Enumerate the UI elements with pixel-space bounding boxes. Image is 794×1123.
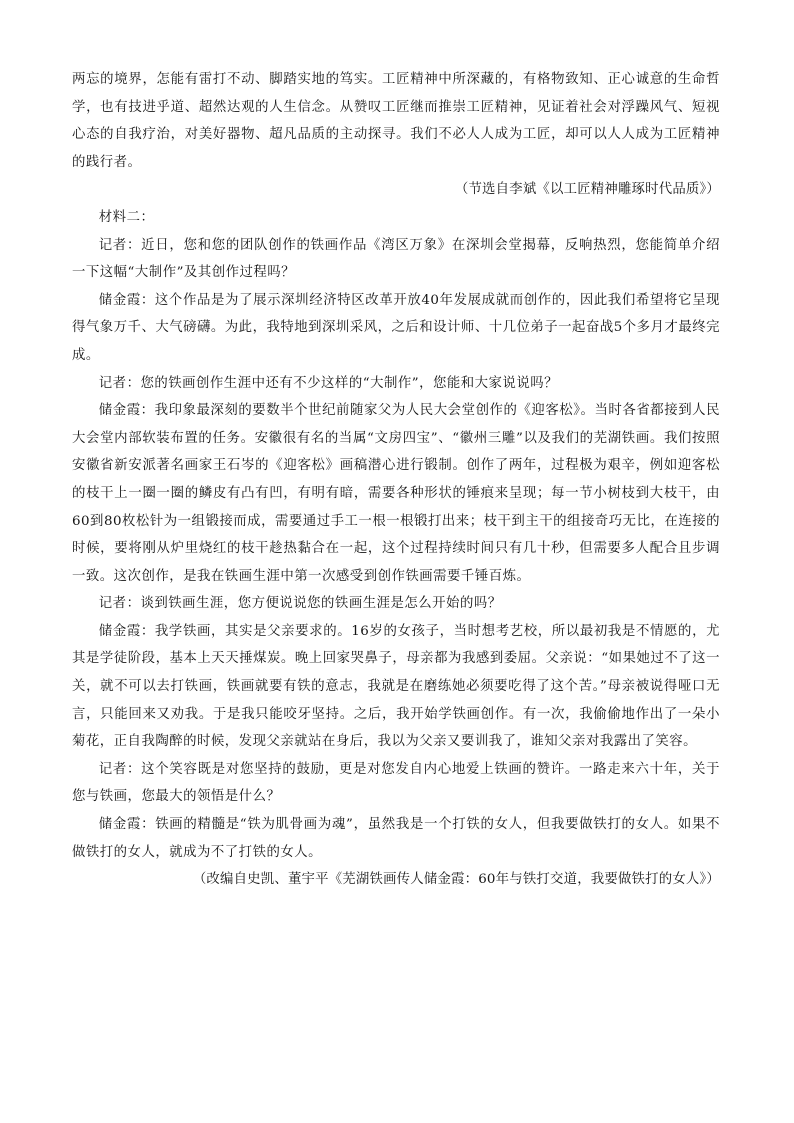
interview-answer: 储金霞：我印象最深刻的要数半个世纪前随家父为人民大会堂创作的《迎客松》。当时各省都接到人民大会堂内部软装布置的任务。安徽很有名的当属“文房四宝”、“徽州三雕”以及我们的芜湖铁画。我们按照安徽省新安派著名画家王石岑的《迎客松》画稿潜心进行锻制。创作了两年，过程极为艰辛，例如迎客松的枝干上一圈一圈的鳞皮有凸有凹，有明有暗，需要各种形状的锤痕来呈现；每一节小树枝到大枝干，由60到80枚松针为一组锻接而成，需要通过手工一根一根锻打出来；枝干到主干的组接奇巧无比，在连接的时候，要将刚从炉里烧红的枝干趁热黏合在一起，这个过程持续时间只有几十秒，但需要多人配合且步调一致。这次创作，是我在铁画生涯中第一次感受到创作铁画需要千锤百炼。 xyxy=(72,403,720,584)
document-body xyxy=(72,66,720,894)
interview-question: 记者：近日，您和您的团队创作的铁画作品《湾区万象》在深圳会堂揭幕，反响热烈，您能简单介绍一下这幅“大制作”及其创作过程吗？ xyxy=(72,237,720,281)
source-citation: （改编自史凯、董宇平《芜湖铁画传人储金霞：60年与铁打交道，我要做铁打的女人》） xyxy=(192,872,720,888)
interview-question: 记者：谈到铁画生涯，您方便说说您的铁画生涯是怎么开始的吗？ xyxy=(98,596,502,612)
interview-question: 记者：您的铁画创作生涯中还有不少这样的“大制作”，您能和大家说说吗？ xyxy=(98,375,558,391)
section-heading: 材料二： xyxy=(98,209,155,225)
paragraph: 两忘的境界，怎能有雷打不动、脚踏实地的笃实。工匠精神中所深藏的，有格物致知、正心诚意的生命哲学，也有技进乎道、超然达观的人生信念。从赞叹工匠继而推崇工匠精神，见证着社会对浮躁风气、短视心态的自我疗治，对美好器物、超凡品质的主动探寻。我们不必人人成为工匠，却可以人人成为工匠精神的践行者。 xyxy=(72,72,720,170)
interview-question: 记者：这个笑容既是对您坚持的鼓励，更是对您发自内心地爱上铁画的赞许。一路走来六十年，关于您与铁画，您最大的领悟是什么？ xyxy=(72,761,720,805)
source-citation: （节选自李斌《以工匠精神雕琢时代品质》） xyxy=(454,182,720,198)
interview-answer: 储金霞：这个作品是为了展示深圳经济特区改革开放40年发展成就而创作的，因此我们希望将它呈现得气象万千、大气磅礴。为此，我特地到深圳采风，之后和设计师、十几位弟子一起奋战5个多月才最终完成。 xyxy=(72,292,720,363)
interview-answer: 储金霞：我学铁画，其实是父亲要求的。16岁的女孩子，当时想考艺校，所以最初我是不情愿的，尤其是学徒阶段，基本上天天捶煤炭。晚上回家哭鼻子，母亲都为我感到委屈。父亲说：“如果她过不了这一关，就不可以去打铁画，铁画就要有铁的意志，我就是在磨练她必须要吃得了这个苦。”母亲被说得哑口无言，只能回来又劝我。于是我只能咬牙坚持。之后，我开始学铁画创作。有一次，我偷偷地作出了一朵小菊花，正自我陶醉的时候，发现父亲就站在身后，我以为父亲又要训我了，谁知父亲对我露出了笑容。 xyxy=(72,623,720,750)
interview-answer: 储金霞：铁画的精髓是“铁为肌骨画为魂”，虽然我是一个打铁的女人，但我要做铁打的女人。如果不做铁打的女人，就成为不了打铁的女人。 xyxy=(72,817,720,860)
